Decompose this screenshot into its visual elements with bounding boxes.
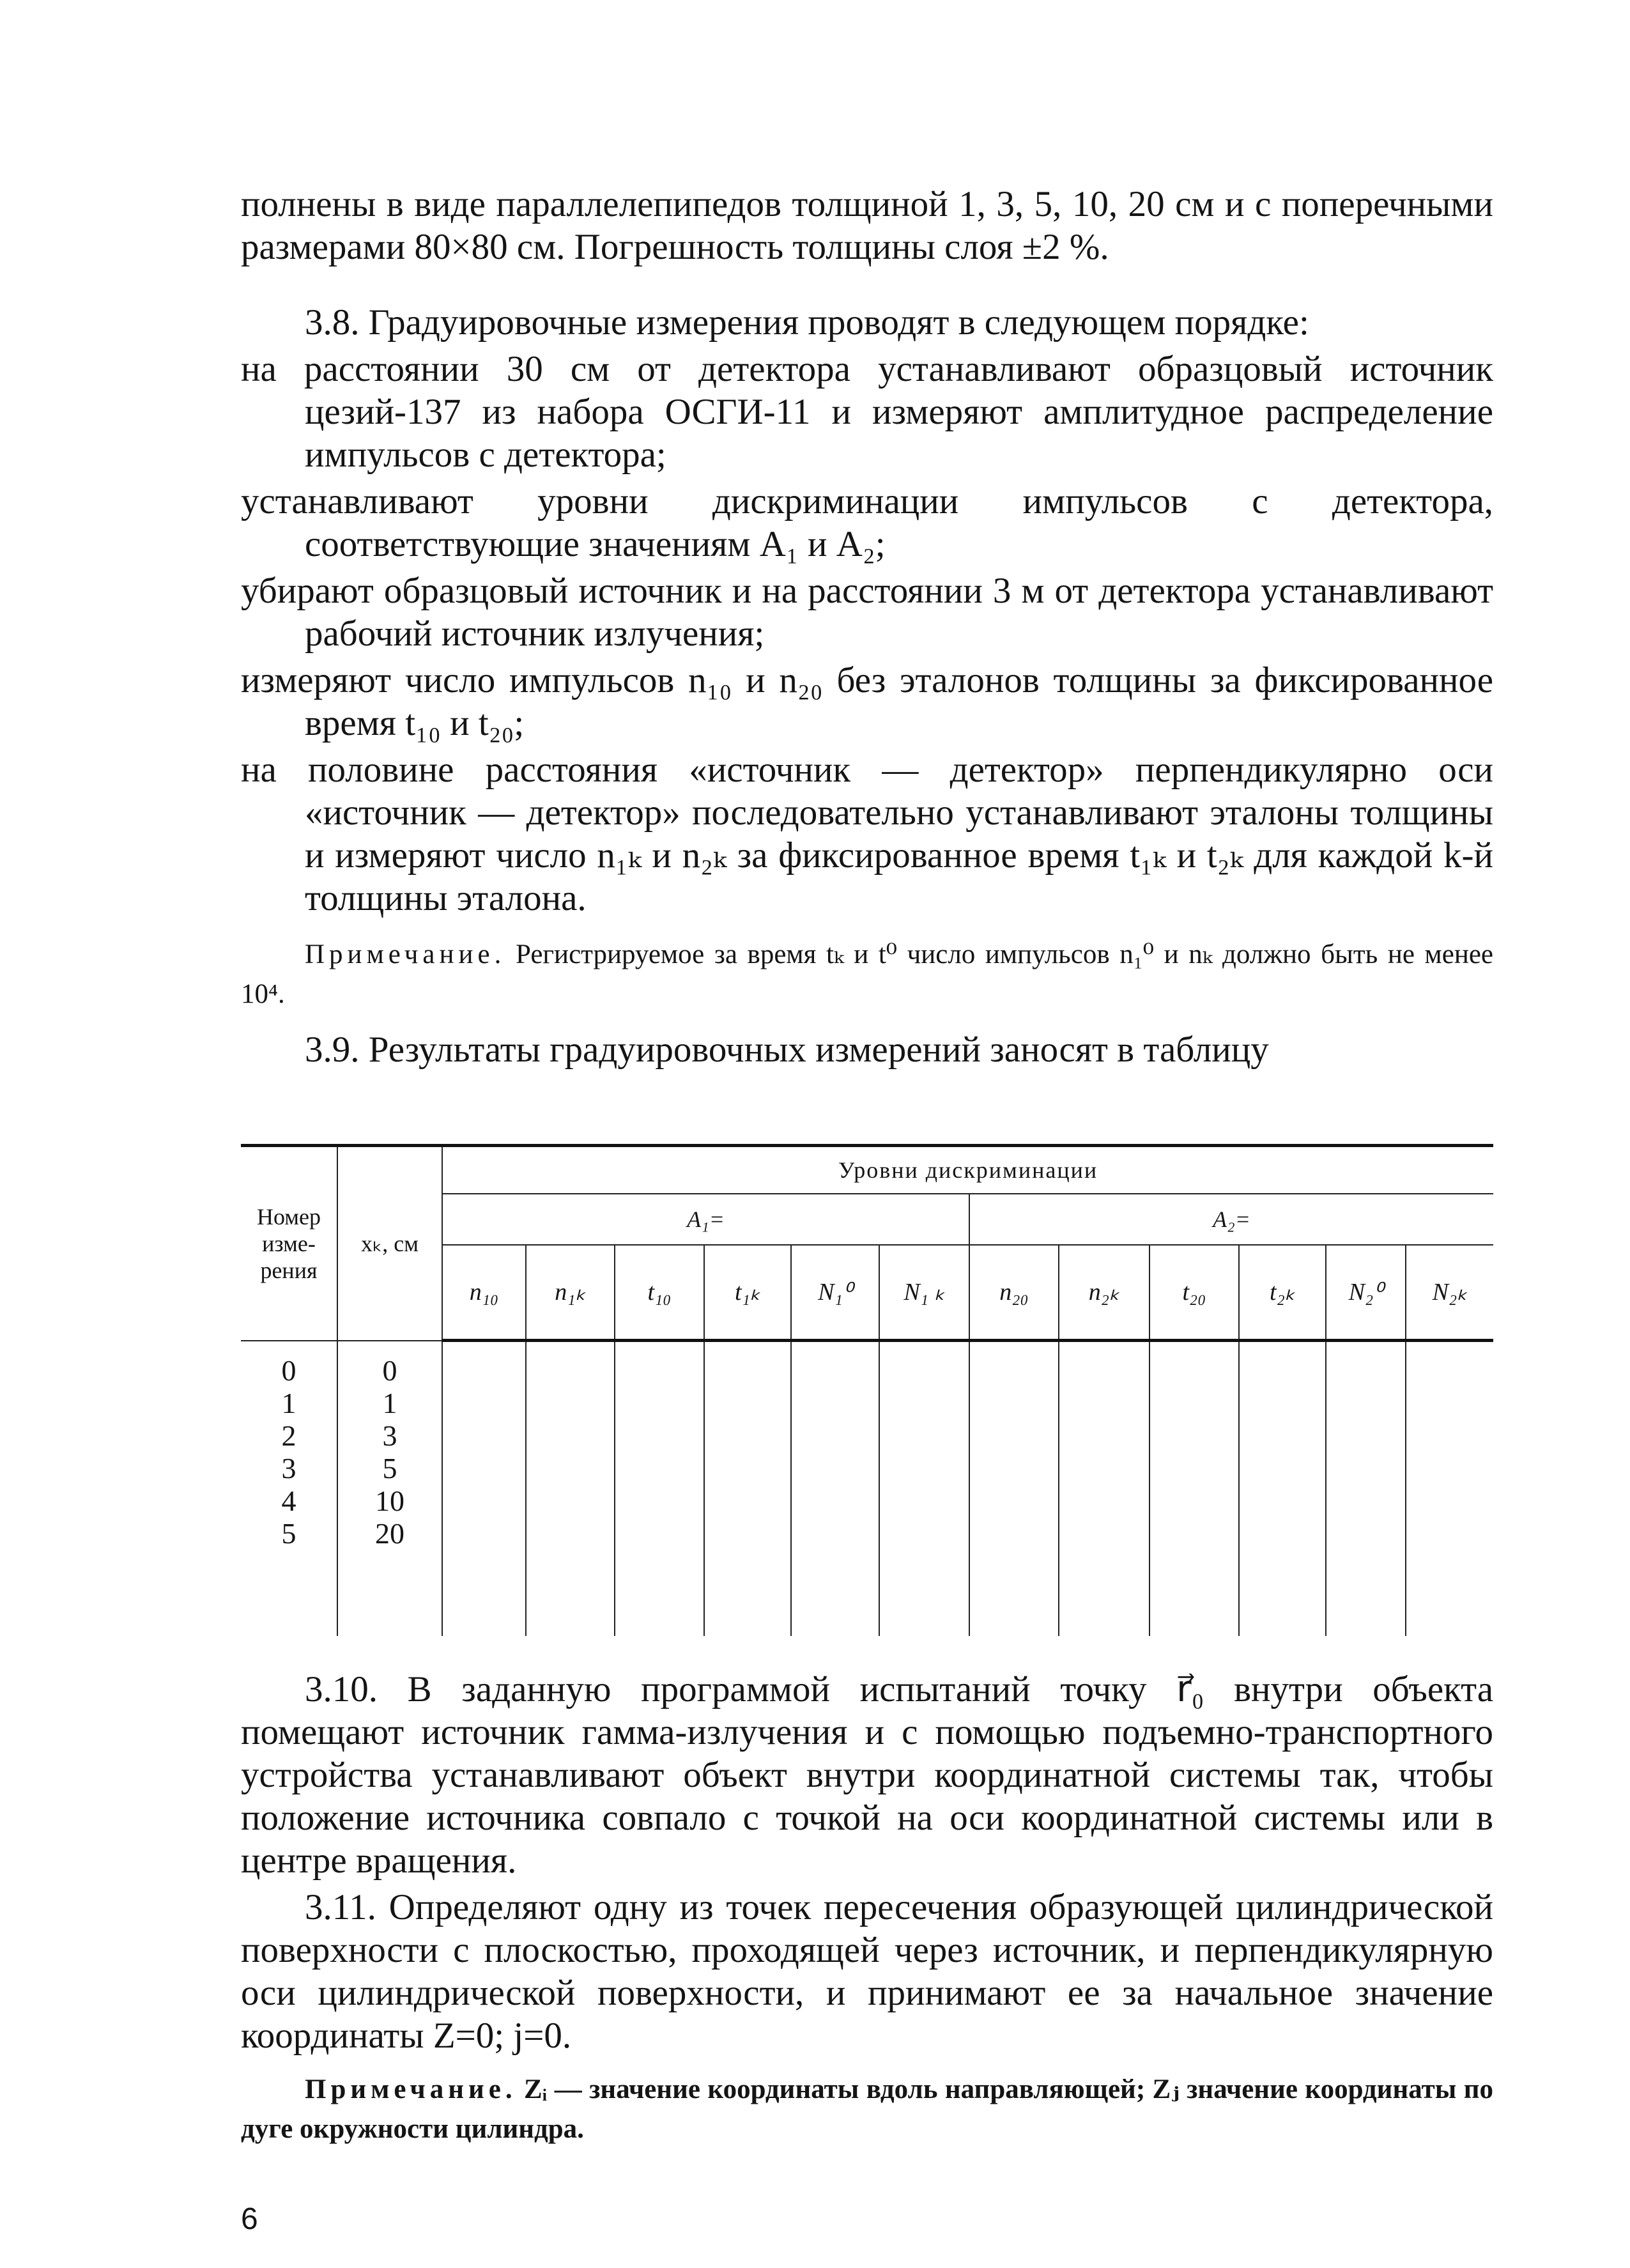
paragraph-text: полнены в виде параллелепипедов толщиной 1, 3, 5, 10, 20 см и с поперечными размерами 80×80 см. Погрешность толщины слоя ±2 %. [241,184,1493,267]
sub-header: n₁ₖ [526,1245,615,1341]
step-item: измеряют число импульсов n₁₀ и n₂₀ без эталонов толщины за фиксированное время t₁₀ и t₂₀; [241,660,1493,743]
sub-header: n₂₀ [969,1245,1059,1341]
step-item: на расстоянии 30 см от детектора устанавливают образцовый источник цезий-137 из набора ОСГИ-11 и измеряют амплитудное распределение импульсов с детектора; [241,349,1493,475]
empty-cell [1406,1341,1493,1637]
sub-header: N₁⁰ [791,1245,879,1341]
section-3-8 [241,301,1493,1071]
sub-header: t₂₀ [1149,1245,1239,1341]
note-text: Zᵢ — значение координаты вдоль направляющей; Zⱼ значение координаты по дуге окружности цилиндра. [241,2074,1493,2144]
header-a2: A₂= [969,1194,1493,1245]
empty-cell [1059,1341,1149,1637]
sub-header: n₁₀ [442,1245,526,1341]
sub-header: N₁ ₖ [879,1245,969,1341]
sub-header: t₂ₖ [1239,1245,1326,1341]
step-item: убирают образцовый источник и на расстоянии 3 м от детектора устанавливают рабочий источник излучения; [241,571,1493,654]
header-x: xₖ, см [337,1146,442,1341]
section-3-10-11 [241,1668,1493,2149]
empty-cell [704,1341,791,1637]
note-1 [241,935,1493,1014]
step-item: устанавливают уровни дискриминации импульсов с детектора, соответствующие значениям A₁ и A₂; [241,481,1493,564]
measurement-numbers: 0 1 2 3 4 5 [241,1341,337,1637]
section-3-8-intro: 3.8. Градуировочные измерения проводят в следующем порядке: [305,302,1309,343]
step-item: на половине расстояния «источник — детектор» перпендикулярно оси «источник — детектор» последовательно устанавливают эталоны толщины и измеряют число n₁ₖ и n₂ₖ за фиксированное время t₁ₖ и t₂ₖ для каждой k-й толщины эталона. [241,750,1493,918]
note-label: Примечание. [305,2074,517,2104]
empty-cell [1326,1341,1406,1637]
empty-cell [442,1341,526,1637]
section-3-11: 3.11. Определяют одну из точек пересечения образующей цилиндрической поверхности с плоскостью, проходящей через источник, и перпендикулярную оси цилиндрической поверхности, и принимают ее за начальное значение координаты Z=0; j=0. [241,1887,1493,2056]
note-text: Регистрируемое за время tₖ и t⁰ число импульсов n₁⁰ и nₖ должно быть не менее 10⁴. [241,939,1494,1009]
empty-cell [1149,1341,1239,1637]
sub-header: n₂ₖ [1059,1245,1149,1341]
empty-cell [1239,1341,1326,1637]
note-2 [241,2070,1493,2149]
thickness-values: 0 1 3 5 10 20 [337,1341,442,1637]
sub-header: t₁ₖ [704,1245,791,1341]
sub-header: N₂⁰ [1326,1245,1406,1341]
empty-cell [791,1341,879,1637]
empty-cell [969,1341,1059,1637]
header-number: Номер изме- рения [241,1146,337,1341]
empty-cell [526,1341,615,1637]
note-label: Примечание. [305,939,506,969]
header-group-title: Уровни дискриминации [442,1146,1493,1194]
empty-cell [615,1341,704,1637]
section-3-9: 3.9. Результаты градуировочных измерений заносят в таблицу [305,1030,1269,1070]
header-a1: A₁= [442,1194,969,1245]
sub-header: t₁₀ [615,1245,704,1341]
sub-header: N₂ₖ [1406,1245,1493,1341]
paragraph-continuation [241,183,1493,268]
section-3-10: 3.10. В заданную программой испытаний точку r⃗₀ внутри объекта помещают источник гамма-излучения и с помощью подъемно-транспортного устройства устанавливают объект внутри координатной системы так, чтобы положение источника совпало с точкой на оси координатной системы или в центре вращения. [241,1669,1493,1881]
calibration-table [241,1144,1493,1636]
empty-cell [879,1341,969,1637]
page-number: 6 [241,2202,258,2236]
